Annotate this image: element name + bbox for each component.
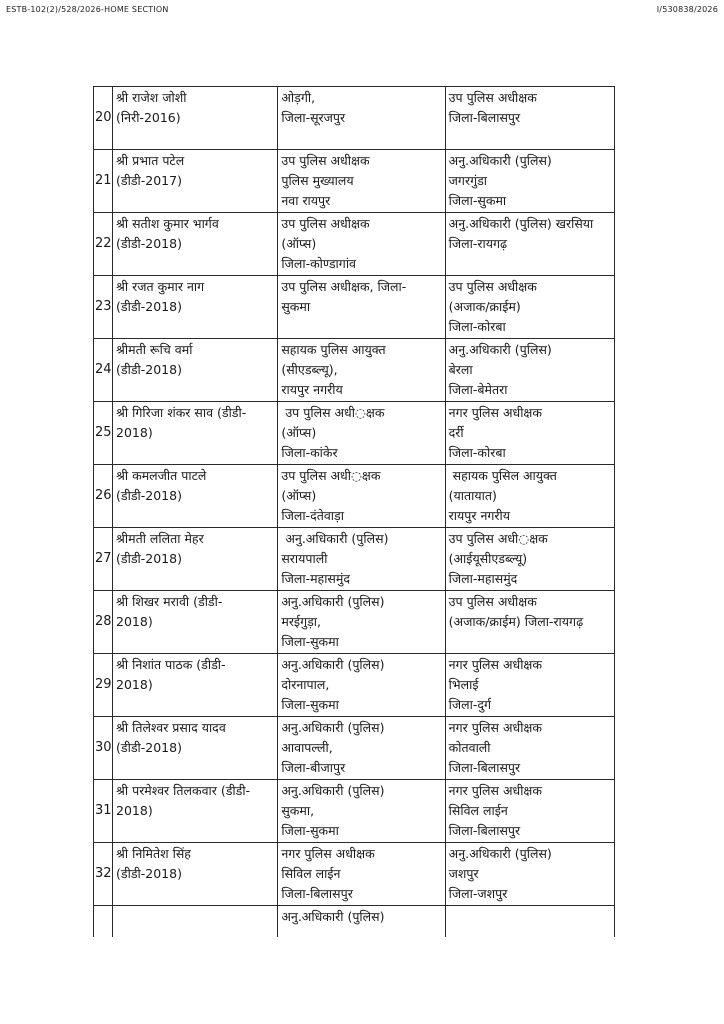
serial-number-cell: 30 xyxy=(94,717,113,780)
cell-line: जिला-बेमेतरा xyxy=(448,382,508,397)
officer-name-cell xyxy=(113,150,278,213)
serial-number-cell: 24 xyxy=(94,339,113,402)
current-posting-cell xyxy=(278,276,445,339)
table-row xyxy=(94,213,615,276)
table-row xyxy=(94,528,615,591)
cell-line: जिला-महासमुंद xyxy=(281,571,350,586)
table-row xyxy=(94,906,615,938)
cell-line: श्री तिलेश्वर प्रसाद यादव xyxy=(116,720,226,735)
cell-line: जशपुर xyxy=(448,866,479,881)
serial-number-cell: 25 xyxy=(94,402,113,465)
serial-number-cell: 27 xyxy=(94,528,113,591)
new-posting-cell xyxy=(445,528,614,591)
cell-line: जिला-दुर्ग xyxy=(448,697,492,712)
cell-line: (यातायात) xyxy=(448,488,497,503)
cell-line: जिला-बिलासपुर xyxy=(281,886,353,901)
cell-line: अनु.अधिकारी (पुलिस) xyxy=(281,657,385,672)
header-file-number: ESTB-102(2)/528/2026-HOME SECTION xyxy=(6,5,169,14)
table-row xyxy=(94,150,615,213)
officer-name-cell xyxy=(113,339,278,402)
table-body xyxy=(94,87,615,938)
cell-line: जिला-सुकमा xyxy=(281,697,339,712)
cell-line: जिला-बिलासपुर xyxy=(448,823,521,838)
table-row xyxy=(94,780,615,843)
cell-line: (निरी-2016) xyxy=(116,110,181,125)
current-posting-cell xyxy=(278,339,445,402)
cell-line: श्री शिखर मरावी (डीडी- xyxy=(116,594,223,609)
cell-line: अनु.अधिकारी (पुलिस) खरसिया xyxy=(448,216,594,231)
new-posting-cell xyxy=(445,402,614,465)
current-posting-cell xyxy=(278,780,445,843)
cell-line: नगर पुलिस अधीक्षक xyxy=(448,783,542,798)
new-posting-cell xyxy=(445,339,614,402)
current-posting-cell xyxy=(278,150,445,213)
cell-line: (डीडी-2018) xyxy=(116,299,182,314)
header-document-id: I/530838/2026 xyxy=(656,5,718,14)
cell-line: 2018) xyxy=(116,677,153,692)
cell-line: (आईयूसीएडब्ल्यू) xyxy=(448,551,528,566)
new-posting-cell xyxy=(445,591,614,654)
cell-line: अनु.अधिकारी (पुलिस) xyxy=(448,342,552,357)
cell-line: जिला-कोरबा xyxy=(448,319,506,334)
cell-line: नगर पुलिस अधीक्षक xyxy=(281,846,375,861)
current-posting-cell xyxy=(278,402,445,465)
cell-line: (डीडी-2018) xyxy=(116,488,182,503)
cell-line: जिला-कांकेर xyxy=(281,445,338,460)
cell-line: 2018) xyxy=(116,425,153,440)
cell-line: अनु.अधिकारी (पुलिस) xyxy=(448,846,552,861)
cell-line: सुकमा, xyxy=(281,803,315,818)
cell-line: उप पुलिस अधी◌क्षक xyxy=(281,468,381,483)
officer-name-cell xyxy=(113,717,278,780)
serial-number-cell xyxy=(94,906,113,938)
cell-line: उप पुलिस अधीक्षक, जिला- xyxy=(281,279,407,294)
cell-line: श्री गिरिजा शंकर साव (डीडी- xyxy=(116,405,247,420)
cell-line: नगर पुलिस अधीक्षक xyxy=(448,720,542,735)
table-row xyxy=(94,402,615,465)
officer-name-cell xyxy=(113,780,278,843)
cell-line: नगर पुलिस अधीक्षक xyxy=(448,657,542,672)
cell-line: श्री निशांत पाठक (डीडी- xyxy=(116,657,226,672)
cell-line: उप पुलिस अधीक्षक xyxy=(448,279,537,294)
table-row xyxy=(94,591,615,654)
cell-line: (डीडी-2018) xyxy=(116,236,182,251)
current-posting-cell xyxy=(278,528,445,591)
cell-line: श्रीमती रूचि वर्मा xyxy=(116,342,193,357)
cell-line: उप पुलिस अधीक्षक xyxy=(281,216,370,231)
cell-line: अनु.अधिकारी (पुलिस) xyxy=(281,531,389,546)
cell-line: सहायक पुलिस आयुक्त xyxy=(281,342,386,357)
cell-line: अनु.अधिकारी (पुलिस) xyxy=(281,783,385,798)
cell-line: श्री राजेश जोशी xyxy=(116,90,187,105)
serial-number-cell: 20 xyxy=(94,87,113,150)
current-posting-cell xyxy=(278,87,445,150)
cell-line: सिविल लाईन xyxy=(448,803,508,818)
cell-line: (ऑप्स) xyxy=(281,425,317,440)
new-posting-cell xyxy=(445,465,614,528)
cell-line: सिविल लाईन xyxy=(281,866,341,881)
cell-line: (ऑप्स) xyxy=(281,488,317,503)
officer-name-cell xyxy=(113,528,278,591)
cell-line: रायपुर नगरीय xyxy=(281,382,343,397)
officer-name-cell xyxy=(113,906,278,938)
serial-number-cell: 32 xyxy=(94,843,113,906)
cell-line: (अजाक/क्राईम) xyxy=(448,299,521,314)
serial-number-cell: 23 xyxy=(94,276,113,339)
cell-line: 2018) xyxy=(116,614,153,629)
cell-line: श्री कमलजीत पाटले xyxy=(116,468,207,483)
table-row xyxy=(94,87,615,150)
cell-line: (अजाक/क्राईम) जिला-रायगढ़ xyxy=(448,614,584,629)
cell-line: ओड़गी, xyxy=(281,90,316,105)
cell-line: जिला-बीजापुर xyxy=(281,760,346,775)
cell-line: श्री प्रभात पटेल xyxy=(116,153,185,168)
cell-line: (डीडी-2018) xyxy=(116,740,182,755)
new-posting-cell xyxy=(445,780,614,843)
cell-line: जिला-जशपुर xyxy=(448,886,508,901)
cell-line: सहायक पुसिल आयुक्त xyxy=(448,468,557,483)
cell-line: जिला-सुकमा xyxy=(281,823,339,838)
table-row xyxy=(94,276,615,339)
officer-name-cell xyxy=(113,87,278,150)
cell-line: पुलिस मुख्यालय xyxy=(281,173,354,188)
serial-number-cell: 31 xyxy=(94,780,113,843)
cell-line: सरायपाली xyxy=(281,551,328,566)
cell-line: (डीडी-2018) xyxy=(116,866,182,881)
new-posting-cell xyxy=(445,213,614,276)
officer-name-cell xyxy=(113,402,278,465)
cell-line: (डीडी-2018) xyxy=(116,551,182,566)
cell-line: श्री रजत कुमार नाग xyxy=(116,279,205,294)
current-posting-cell xyxy=(278,843,445,906)
current-posting-cell xyxy=(278,213,445,276)
new-posting-cell xyxy=(445,654,614,717)
cell-line: रायपुर नगरीय xyxy=(448,508,511,523)
serial-number-cell: 26 xyxy=(94,465,113,528)
new-posting-cell xyxy=(445,150,614,213)
cell-line: जिला-सुकमा xyxy=(281,634,339,649)
cell-line: नगर पुलिस अधीक्षक xyxy=(448,405,542,420)
cell-line: सुकमा xyxy=(281,299,311,314)
cell-line: जिला-कोण्डागांव xyxy=(281,256,357,271)
cell-line: (ऑप्स) xyxy=(281,236,317,251)
table-row xyxy=(94,717,615,780)
new-posting-cell xyxy=(445,906,614,938)
officer-name-cell xyxy=(113,465,278,528)
table-row xyxy=(94,843,615,906)
current-posting-cell xyxy=(278,906,445,938)
cell-line: मरईगुड़ा, xyxy=(281,614,322,629)
cell-line: उप पुलिस अधीक्षक xyxy=(281,153,370,168)
cell-line: जगरगुंडा xyxy=(448,173,488,188)
cell-line: उप पुलिस अधी◌क्षक xyxy=(448,531,548,546)
cell-line: उप पुलिस अधी◌क्षक xyxy=(281,405,385,420)
table-row xyxy=(94,465,615,528)
transfer-order-table xyxy=(93,86,615,937)
cell-line: श्री सतीश कुमार भार्गव xyxy=(116,216,219,231)
table-row xyxy=(94,654,615,717)
table-row xyxy=(94,339,615,402)
current-posting-cell xyxy=(278,465,445,528)
officer-name-cell xyxy=(113,213,278,276)
cell-line: भिलाई xyxy=(448,677,479,692)
serial-number-cell: 21 xyxy=(94,150,113,213)
cell-line: उप पुलिस अधीक्षक xyxy=(448,594,537,609)
new-posting-cell xyxy=(445,717,614,780)
cell-line: (डीडी-2018) xyxy=(116,362,182,377)
cell-line: जिला-बिलासपुर xyxy=(448,110,521,125)
cell-line: उप पुलिस अधीक्षक xyxy=(448,90,537,105)
new-posting-cell xyxy=(445,843,614,906)
cell-line: जिला-कोरबा xyxy=(448,445,506,460)
current-posting-cell xyxy=(278,717,445,780)
cell-line: जिला-रायगढ़ xyxy=(448,236,508,251)
officer-name-cell xyxy=(113,591,278,654)
new-posting-cell xyxy=(445,87,614,150)
cell-line: नवा रायपुर xyxy=(281,193,331,208)
cell-line: 2018) xyxy=(116,803,153,818)
new-posting-cell xyxy=(445,276,614,339)
cell-line: श्री निमितेश सिंह xyxy=(116,846,191,861)
cell-line: जिला-सुकमा xyxy=(448,193,507,208)
cell-line: कोतवाली xyxy=(448,740,491,755)
serial-number-cell: 28 xyxy=(94,591,113,654)
cell-line: दर्री xyxy=(448,425,464,440)
serial-number-cell: 29 xyxy=(94,654,113,717)
cell-line: अनु.अधिकारी (पुलिस) xyxy=(281,720,385,735)
cell-line: श्रीमती ललिता मेहर xyxy=(116,531,204,546)
cell-line: आवापल्ली, xyxy=(281,740,333,755)
cell-line: अनु.अधिकारी (पुलिस) xyxy=(281,594,385,609)
cell-line: अनु.अधिकारी (पुलिस) xyxy=(448,153,552,168)
cell-line: (डीडी-2017) xyxy=(116,173,182,188)
cell-line: अनु.अधिकारी (पुलिस) xyxy=(281,909,385,924)
officer-name-cell xyxy=(113,276,278,339)
current-posting-cell xyxy=(278,654,445,717)
officer-name-cell xyxy=(113,654,278,717)
cell-line: (सीएडब्ल्यू), xyxy=(281,362,338,377)
cell-line: जिला-बिलासपुर xyxy=(448,760,521,775)
cell-line: जिला-महासमुंद xyxy=(448,571,518,586)
officer-name-cell xyxy=(113,843,278,906)
cell-line: जिला-सूरजपुर xyxy=(281,110,346,125)
serial-number-cell: 22 xyxy=(94,213,113,276)
cell-line: श्री परमेश्वर तिलकवार (डीडी- xyxy=(116,783,251,798)
current-posting-cell xyxy=(278,591,445,654)
cell-line: बेरला xyxy=(448,362,473,377)
cell-line: दोरनापाल, xyxy=(281,677,330,692)
cell-line: जिला-दंतेवाड़ा xyxy=(281,508,344,523)
